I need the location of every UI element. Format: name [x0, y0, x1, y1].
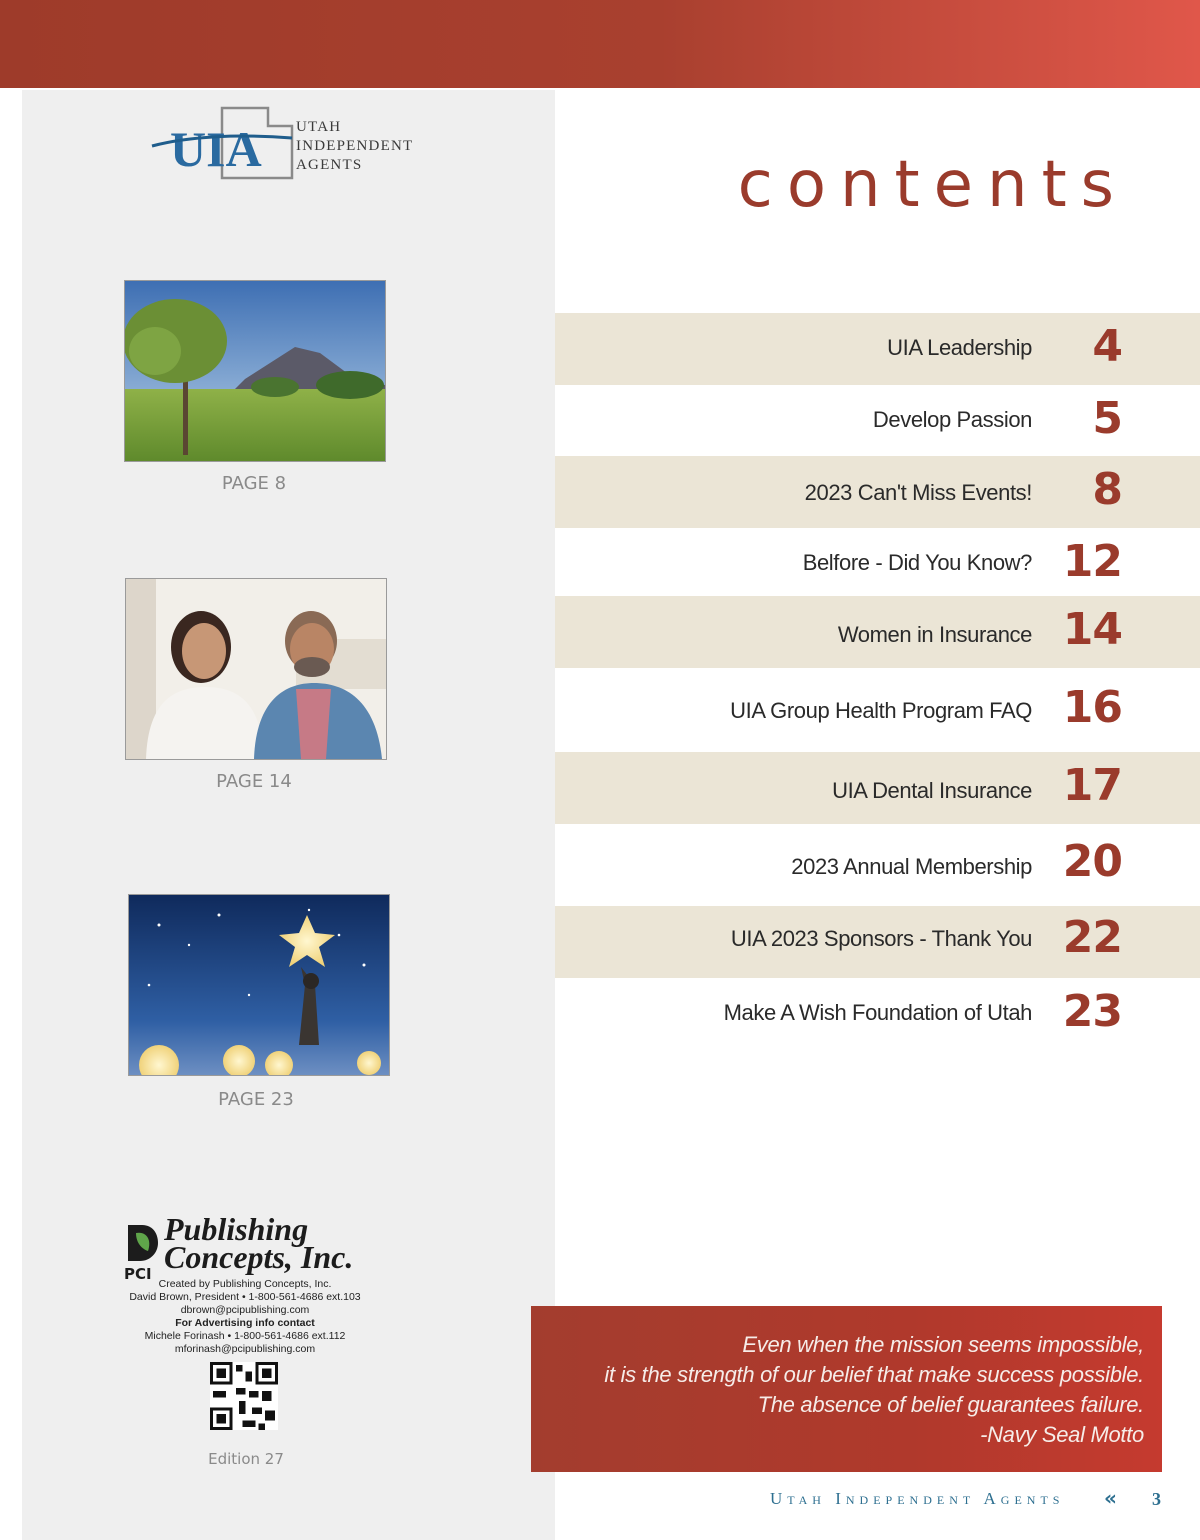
photo-star-reach[interactable]: [128, 894, 390, 1076]
advertising-contact: Michele Forinash • 1-800-561-4686 ext.112: [144, 1330, 346, 1342]
advertising-email[interactable]: mforinash@pcipublishing.com: [174, 1343, 316, 1355]
toc-page-number[interactable]: 22: [1062, 912, 1122, 963]
logo-line-1: UTAH: [296, 119, 342, 135]
toc-label[interactable]: 2023 Can't Miss Events!: [804, 480, 1032, 505]
toc-label[interactable]: UIA Group Health Program FAQ: [730, 698, 1032, 723]
top-banner: [0, 0, 1200, 88]
toc-page-number[interactable]: 14: [1062, 604, 1122, 655]
photo-caption: PAGE 14: [216, 771, 292, 792]
photo-golf-course[interactable]: [124, 280, 386, 462]
logo-line-2: INDEPENDENT: [296, 138, 414, 154]
publisher-name: Publishing Concepts, Inc.: [164, 1211, 354, 1275]
photo-caption: PAGE 8: [221, 473, 287, 494]
pci-leaf-icon: [124, 1221, 160, 1281]
toc-row[interactable]: [555, 456, 1200, 528]
toc-label[interactable]: UIA Leadership: [887, 335, 1032, 360]
toc-row[interactable]: [555, 906, 1200, 978]
toc-row[interactable]: [555, 385, 1200, 456]
toc-label[interactable]: Belfore - Did You Know?: [802, 550, 1032, 575]
advertising-heading: For Advertising info contact: [175, 1317, 315, 1329]
edition-label: Edition 27: [208, 1450, 284, 1468]
photo-caption: PAGE 23: [218, 1089, 294, 1110]
svg-text:PCI: PCI: [124, 1265, 152, 1281]
quote-line: it is the strength of our belief that make success possible.: [604, 1362, 1144, 1387]
page-title: contents: [737, 148, 1128, 222]
toc-label[interactable]: Women in Insurance: [837, 622, 1032, 647]
uia-logo-wordmark: [296, 118, 413, 175]
toc-label[interactable]: 2023 Annual Membership: [791, 854, 1032, 879]
quote-line: Even when the mission seems impossible,: [742, 1332, 1144, 1357]
qr-code-icon[interactable]: [210, 1362, 278, 1430]
toc-page-number[interactable]: 5: [1092, 393, 1122, 444]
toc-label[interactable]: Make A Wish Foundation of Utah: [723, 1000, 1032, 1025]
toc-row[interactable]: [555, 824, 1200, 906]
toc-page-number[interactable]: 4: [1092, 321, 1122, 372]
toc-page-number[interactable]: 16: [1062, 682, 1122, 733]
toc-row[interactable]: [555, 978, 1200, 1052]
toc-row[interactable]: [555, 596, 1200, 668]
uia-logo-letters: UIA: [170, 121, 262, 177]
quote-box: [531, 1306, 1162, 1472]
toc-label[interactable]: UIA 2023 Sponsors - Thank You: [730, 926, 1032, 951]
toc-label[interactable]: Develop Passion: [872, 407, 1032, 432]
toc-page-number[interactable]: 23: [1062, 986, 1122, 1037]
publisher-contact: [0, 1278, 490, 1356]
toc-row[interactable]: [555, 313, 1200, 385]
photo-smiling-couple[interactable]: [125, 578, 387, 760]
publisher-info-line: David Brown, President • 1-800-561-4686 ext.103: [129, 1291, 361, 1303]
toc-page-number[interactable]: 20: [1062, 836, 1122, 887]
toc-page-number[interactable]: 8: [1092, 464, 1122, 515]
toc-page-number[interactable]: 12: [1062, 536, 1122, 587]
toc-row[interactable]: [555, 528, 1200, 596]
chevron-left-icon[interactable]: «: [1104, 1486, 1117, 1510]
toc-label[interactable]: UIA Dental Insurance: [832, 778, 1032, 803]
toc-row[interactable]: [555, 752, 1200, 824]
publisher-info-line: Created by Publishing Concepts, Inc.: [158, 1278, 332, 1290]
toc-row[interactable]: [555, 668, 1200, 752]
publisher-email[interactable]: dbrown@pcipublishing.com: [180, 1304, 310, 1316]
page-number: 3: [1152, 1489, 1161, 1509]
logo-line-3: AGENTS: [296, 157, 363, 173]
toc-page-number[interactable]: 17: [1062, 760, 1122, 811]
footer-brand: Utah Independent Agents: [770, 1489, 1065, 1508]
quote-attribution: -Navy Seal Motto: [980, 1422, 1144, 1447]
quote-line: The absence of belief guarantees failure.: [757, 1392, 1144, 1417]
